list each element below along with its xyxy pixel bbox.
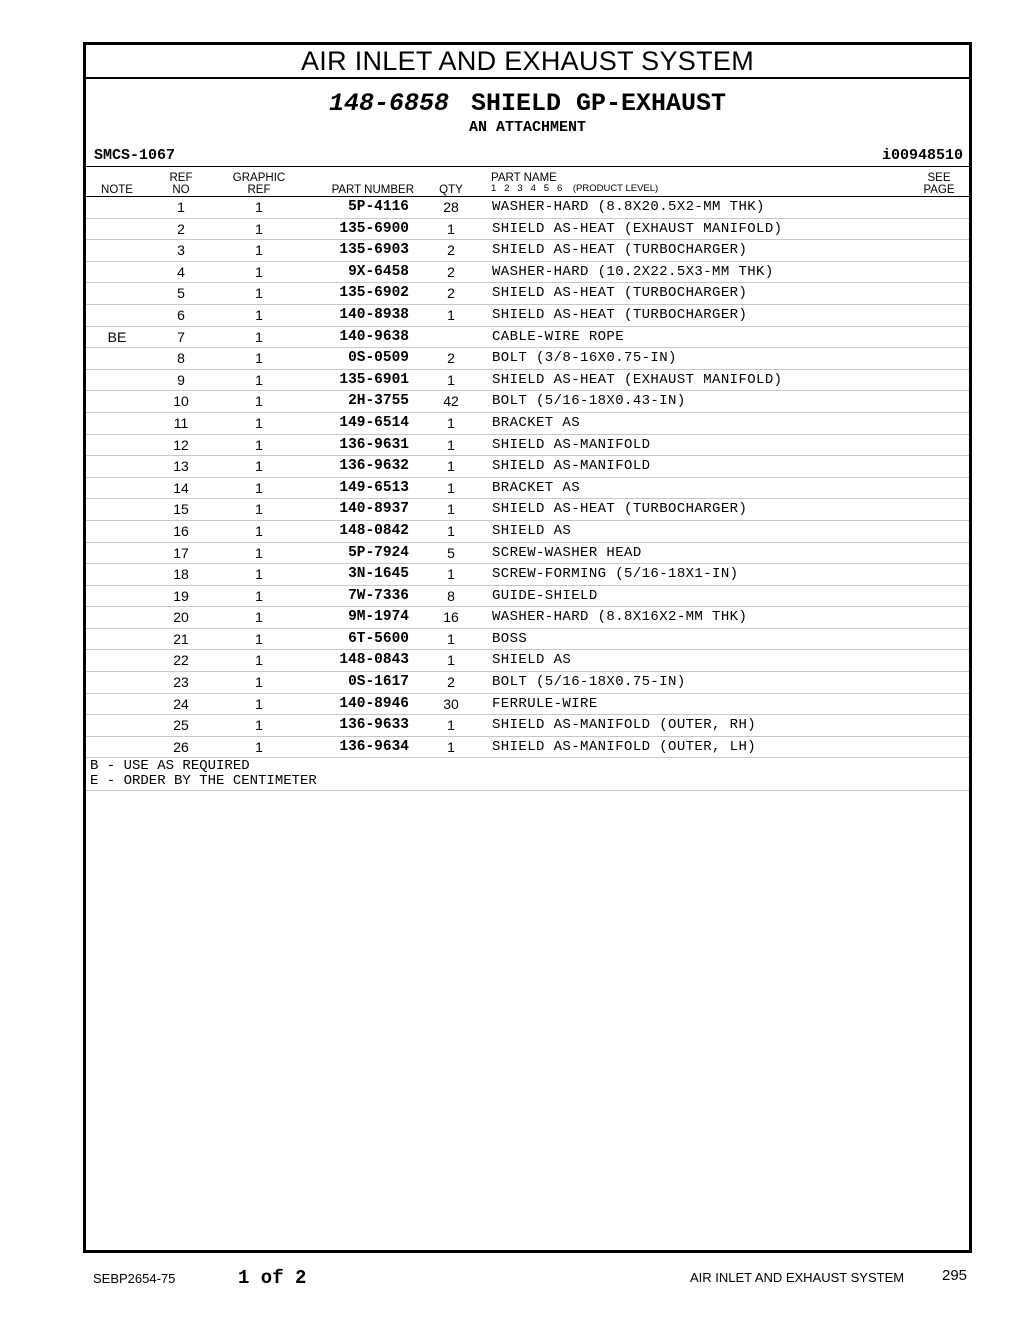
ref-no-cell: 10	[173, 393, 189, 410]
graphic-ref-cell: 1	[255, 328, 263, 345]
ref-no-cell: 20	[173, 609, 189, 626]
qty-cell: 1	[447, 522, 455, 539]
graphic-ref-cell: 1	[255, 566, 263, 583]
table-row	[86, 499, 969, 521]
ref-no-cell: 7	[177, 328, 185, 345]
part-number-cell: 140-8946	[339, 695, 409, 712]
ref-no-cell: 9	[177, 371, 185, 388]
qty-cell: 8	[447, 587, 455, 604]
part-name-cell: SHIELD AS-MANIFOLD (OUTER, RH)	[492, 717, 757, 734]
ref-no-cell: 26	[173, 738, 189, 755]
graphic-ref-cell: 1	[255, 350, 263, 367]
qty-cell: 2	[447, 350, 455, 367]
graphic-ref-cell: 1	[255, 609, 263, 626]
qty-cell: 1	[447, 479, 455, 496]
note-line: B - USE AS REQUIRED	[90, 758, 250, 774]
qty-cell: 1	[447, 220, 455, 237]
part-name-cell: BOLT (5/16-18X0.43-IN)	[492, 393, 686, 410]
parts-page-frame	[83, 42, 972, 1253]
table-row	[86, 283, 969, 305]
part-name-cell: SHIELD AS	[492, 522, 572, 539]
qty-cell: 1	[447, 738, 455, 755]
part-number-cell: 7W-7336	[348, 587, 409, 604]
note-line: E - ORDER BY THE CENTIMETER	[90, 773, 317, 789]
part-name-cell: BOLT (5/16-18X0.75-IN)	[492, 674, 686, 691]
part-name-cell: BOSS	[492, 630, 528, 647]
ref-no-cell: 25	[173, 717, 189, 734]
graphic-ref-cell: 1	[255, 285, 263, 302]
col-part-name: PART NAME	[491, 172, 557, 184]
qty-cell: 1	[447, 436, 455, 453]
table-row	[86, 348, 969, 370]
part-name-cell: SHIELD AS-HEAT (TURBOCHARGER)	[492, 501, 748, 518]
ref-no-cell: 21	[173, 630, 189, 647]
graphic-ref-cell: 1	[255, 393, 263, 410]
qty-cell: 28	[443, 199, 459, 215]
table-row	[86, 435, 969, 457]
qty-cell: 1	[447, 371, 455, 388]
footer-section: AIR INLET AND EXHAUST SYSTEM	[690, 1270, 905, 1285]
qty-cell: 2	[447, 285, 455, 302]
part-number-cell: 0S-1617	[348, 674, 409, 691]
table-row	[86, 370, 969, 392]
part-name-cell: SCREW-WASHER HEAD	[492, 544, 642, 561]
ref-no-cell: 12	[173, 436, 189, 453]
part-number-cell: 136-9632	[339, 458, 409, 475]
ref-no-cell: 19	[173, 587, 189, 604]
ref-no-cell: 22	[173, 652, 189, 669]
notes-block	[90, 759, 317, 789]
qty-cell: 1	[447, 458, 455, 475]
section-title: AIR INLET AND EXHAUST SYSTEM	[86, 45, 969, 79]
graphic-ref-cell: 1	[255, 242, 263, 259]
ref-no-cell: 16	[173, 522, 189, 539]
col-ref-no: REF NO	[169, 172, 193, 196]
part-number-cell: 136-9634	[339, 738, 409, 755]
table-row	[86, 478, 969, 500]
group-part-number: 148-6858	[328, 89, 449, 118]
col-qty: QTY	[439, 184, 463, 196]
part-name-cell: SHIELD AS-HEAT (EXHAUST MANIFOLD)	[492, 220, 783, 237]
header-divider	[86, 166, 969, 167]
qty-cell: 1	[447, 414, 455, 431]
graphic-ref-cell: 1	[255, 501, 263, 518]
part-number-cell: 140-8938	[339, 306, 409, 323]
graphic-ref-cell: 1	[255, 738, 263, 755]
qty-cell: 1	[447, 652, 455, 669]
footer-page-number: 295	[942, 1267, 968, 1284]
part-number-cell: 148-0843	[339, 652, 409, 669]
part-name-cell: SHIELD AS-HEAT (TURBOCHARGER)	[492, 285, 748, 302]
part-name-cell: SHIELD AS-MANIFOLD	[492, 458, 651, 475]
table-row	[86, 413, 969, 435]
illustration-id: i00948510	[881, 147, 963, 164]
qty-cell: 1	[447, 717, 455, 734]
parts-list	[86, 197, 969, 758]
footer-page-of: 1 of 2	[238, 1267, 307, 1289]
ref-no-cell: 17	[173, 544, 189, 561]
part-number-cell: 135-6900	[339, 220, 409, 237]
qty-cell: 1	[447, 566, 455, 583]
table-row	[86, 737, 969, 759]
col-see-page: SEE PAGE	[923, 172, 955, 196]
table-row	[86, 650, 969, 672]
col-product-level: 1 2 3 4 5 6 (PRODUCT LEVEL)	[491, 183, 659, 194]
part-name-cell: BOLT (3/8-16X0.75-IN)	[492, 350, 677, 367]
ref-no-cell: 1	[177, 199, 185, 215]
qty-cell: 1	[447, 306, 455, 323]
table-row	[86, 715, 969, 737]
attachment-subtitle: AN ATTACHMENT	[468, 119, 587, 136]
graphic-ref-cell: 1	[255, 306, 263, 323]
table-row	[86, 586, 969, 608]
ref-no-cell: 18	[173, 566, 189, 583]
graphic-ref-cell: 1	[255, 544, 263, 561]
part-number-cell: 136-9631	[339, 436, 409, 453]
graphic-ref-cell: 1	[255, 717, 263, 734]
smcs-code: SMCS-1067	[94, 147, 176, 164]
notes-divider	[86, 790, 969, 791]
table-row	[86, 262, 969, 284]
part-number-cell: 0S-0509	[348, 350, 409, 367]
col-graphic-ref: GRAPHIC REF	[232, 172, 286, 196]
graphic-ref-cell: 1	[255, 263, 263, 280]
part-name-cell: GUIDE-SHIELD	[492, 587, 598, 604]
graphic-ref-cell: 1	[255, 630, 263, 647]
part-number-cell: 135-6903	[339, 242, 409, 259]
footer-doc-id: SEBP2654-75	[93, 1271, 176, 1286]
part-number-cell: 148-0842	[339, 522, 409, 539]
qty-cell: 16	[443, 609, 459, 626]
part-name-cell: WASHER-HARD (8.8X20.5X2-MM THK)	[492, 199, 765, 215]
table-row	[86, 672, 969, 694]
table-row	[86, 694, 969, 716]
part-number-cell: 140-9638	[339, 328, 409, 345]
table-row	[86, 629, 969, 651]
part-number-cell: 136-9633	[339, 717, 409, 734]
table-row	[86, 456, 969, 478]
graphic-ref-cell: 1	[255, 414, 263, 431]
ref-no-cell: 23	[173, 674, 189, 691]
part-name-cell: SHIELD AS-HEAT (TURBOCHARGER)	[492, 242, 748, 259]
qty-cell: 2	[447, 242, 455, 259]
table-row	[86, 391, 969, 413]
graphic-ref-cell: 1	[255, 458, 263, 475]
part-number-cell: 5P-7924	[348, 544, 409, 561]
graphic-ref-cell: 1	[255, 220, 263, 237]
graphic-ref-cell: 1	[255, 479, 263, 496]
graphic-ref-cell: 1	[255, 674, 263, 691]
part-name-cell: BRACKET AS	[492, 414, 581, 431]
qty-cell: 5	[447, 544, 455, 561]
table-row	[86, 607, 969, 629]
part-name-cell: SHIELD AS-MANIFOLD (OUTER, LH)	[492, 738, 757, 755]
table-row	[86, 543, 969, 565]
ref-no-cell: 3	[177, 242, 185, 259]
graphic-ref-cell: 1	[255, 587, 263, 604]
group-part-name: SHIELD GP-EXHAUST	[470, 89, 727, 118]
table-row	[86, 240, 969, 262]
table-row	[86, 305, 969, 327]
part-name-cell: FERRULE-WIRE	[492, 695, 598, 712]
qty-cell: 2	[447, 674, 455, 691]
graphic-ref-cell: 1	[255, 522, 263, 539]
part-number-cell: 149-6513	[339, 479, 409, 496]
graphic-ref-cell: 1	[255, 652, 263, 669]
qty-cell: 42	[443, 393, 459, 410]
part-number-cell: 2H-3755	[348, 393, 409, 410]
ref-no-cell: 8	[177, 350, 185, 367]
graphic-ref-cell: 1	[255, 371, 263, 388]
part-name-cell: SHIELD AS-HEAT (TURBOCHARGER)	[492, 306, 748, 323]
part-number-cell: 9X-6458	[348, 263, 409, 280]
col-part-number: PART NUMBER	[331, 184, 414, 196]
ref-no-cell: 5	[177, 285, 185, 302]
ref-no-cell: 13	[173, 458, 189, 475]
part-name-cell: SHIELD AS-MANIFOLD	[492, 436, 651, 453]
graphic-ref-cell: 1	[255, 695, 263, 712]
table-row	[86, 327, 969, 349]
ref-no-cell: 14	[173, 479, 189, 496]
table-row	[86, 197, 969, 219]
table-row	[86, 219, 969, 241]
ref-no-cell: 24	[173, 695, 189, 712]
qty-cell: 1	[447, 630, 455, 647]
note-cell: BE	[107, 328, 127, 345]
part-name-cell: SHIELD AS	[492, 652, 572, 669]
ref-no-cell: 2	[177, 220, 185, 237]
part-number-cell: 6T-5600	[348, 630, 409, 647]
part-number-cell: 5P-4116	[348, 199, 409, 215]
qty-cell: 2	[447, 263, 455, 280]
ref-no-cell: 11	[173, 414, 189, 431]
qty-cell: 30	[443, 695, 459, 712]
ref-no-cell: 6	[177, 306, 185, 323]
part-number-cell: 149-6514	[339, 414, 409, 431]
part-number-cell: 3N-1645	[348, 566, 409, 583]
ref-no-cell: 15	[173, 501, 189, 518]
part-number-cell: 140-8937	[339, 501, 409, 518]
part-name-cell: BRACKET AS	[492, 479, 581, 496]
part-name-cell: WASHER-HARD (8.8X16X2-MM THK)	[492, 609, 748, 626]
graphic-ref-cell: 1	[255, 436, 263, 453]
part-number-cell: 135-6901	[339, 371, 409, 388]
part-name-cell: SCREW-FORMING (5/16-18X1-IN)	[492, 566, 739, 583]
table-row	[86, 521, 969, 543]
part-number-cell: 9M-1974	[348, 609, 409, 626]
part-name-cell: WASHER-HARD (10.2X22.5X3-MM THK)	[492, 263, 774, 280]
col-note: NOTE	[101, 184, 133, 196]
qty-cell: 1	[447, 501, 455, 518]
graphic-ref-cell: 1	[255, 199, 263, 215]
part-name-cell: SHIELD AS-HEAT (EXHAUST MANIFOLD)	[492, 371, 783, 388]
part-heading	[86, 89, 969, 118]
ref-no-cell: 4	[177, 263, 185, 280]
table-row	[86, 564, 969, 586]
part-name-cell: CABLE-WIRE ROPE	[492, 328, 625, 345]
part-number-cell: 135-6902	[339, 285, 409, 302]
